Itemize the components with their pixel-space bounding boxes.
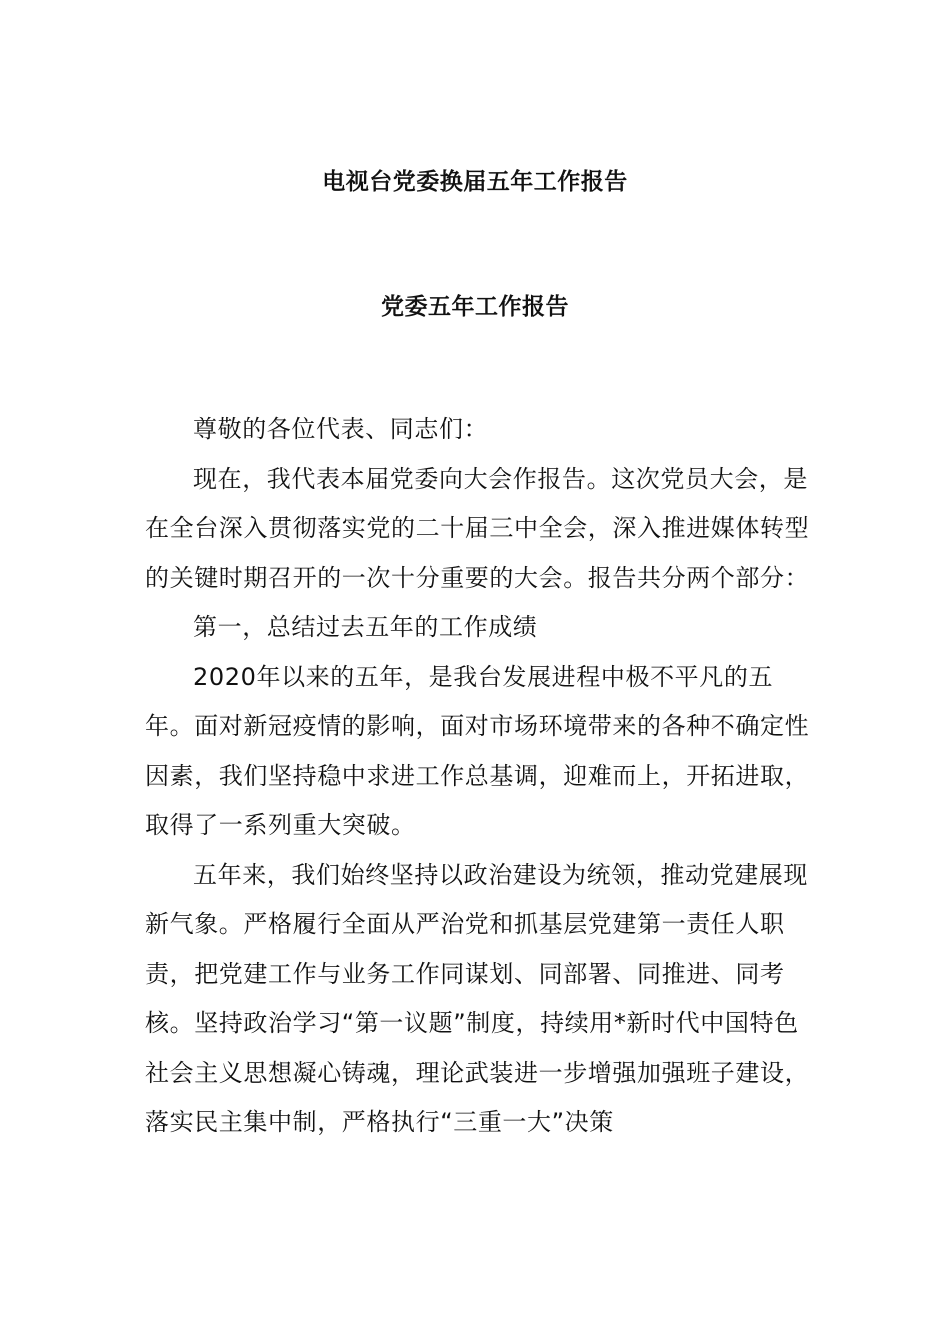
document-subtitle: 党委五年工作报告 [381, 294, 569, 320]
document-title: 电视台党委换届五年工作报告 [322, 169, 628, 195]
paragraph-party-building: 五年来，我们始终坚持以政治建设为统领，推动党建展现新气象。严格履行全面从严治党和抓基层党建第一责任人职责，把党建工作与业务工作同谋划、同部署、同推进、同考核。坚持政治学习“第一议题”制度，持续用*新时代中国特色社会主义思想凝心铸魂，理论武装进一步增强加强班子建设，落实民主集中制，严格执行“三重一大”决策 [145, 860, 810, 1136]
greeting: 尊敬的各位代表、同志们： [193, 415, 489, 443]
document-body [145, 405, 813, 1148]
section-heading-1: 第一，总结过去五年的工作成绩 [193, 613, 538, 641]
paragraph-intro: 现在，我代表本届党委向大会作报告。这次党员大会，是在全台深入贯彻落实党的二十届三中全会，深入推进媒体转型的关键时期召开的一次十分重要的大会。报告共分两个部分： [145, 464, 810, 592]
paragraph-overview: 2020年以来的五年，是我台发展进程中极不平凡的五年。面对新冠疫情的影响，面对市场环境带来的各种不确定性因素，我们坚持稳中求进工作总基调，迎难而上，开拓进取，取得了一系列重大突破。 [145, 662, 810, 839]
